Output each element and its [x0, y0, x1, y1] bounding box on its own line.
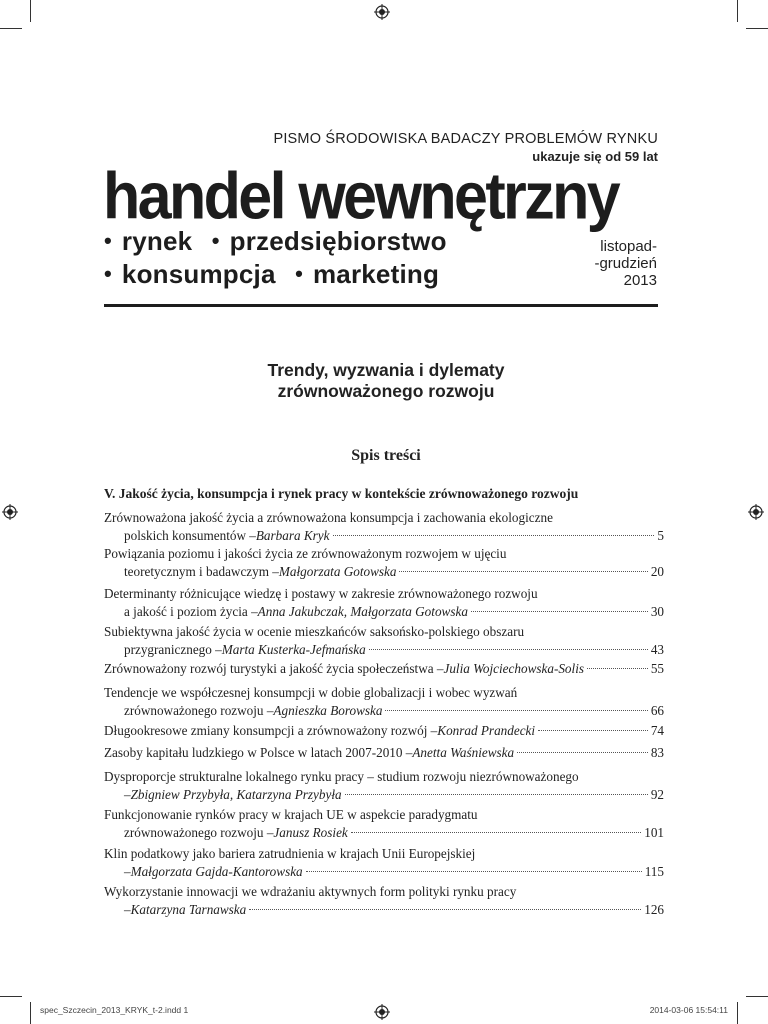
since-line: ukazuje się od 59 lat [532, 149, 658, 164]
toc-entry [104, 684, 664, 720]
entry-line [104, 527, 664, 545]
entry-line [104, 563, 664, 581]
entry-title-cont: Długookresowe zmiany konsumpcji a zrównoważony rozwój – [104, 723, 438, 738]
entry-line [104, 702, 664, 720]
toc-entry [104, 623, 664, 659]
entry-title: Zrównoważona jakość życia a zrównoważona konsumpcja i zachowania ekologiczne [104, 510, 553, 525]
entry-page: 43 [650, 642, 664, 657]
entry-author: Janusz Rosiek [273, 825, 348, 840]
entry-title-cont: teoretycznym i badawczym – [124, 564, 279, 579]
toc-entry [104, 585, 664, 621]
entry-line [104, 786, 664, 804]
entry-title: Tendencje we współczesnej konsumpcji w dobie globalizacji i wobec wyzwań [104, 685, 518, 700]
entry-title-cont: Zrównoważony rozwój turystyki a jakość życia społeczeństwa – [104, 661, 444, 676]
entry-title-cont: Zasoby kapitału ludzkiego w Polsce w latach 2007-2010 – [104, 745, 413, 760]
entry-title-cont: przygranicznego – [124, 642, 222, 657]
dot-leader [471, 611, 648, 612]
toc-heading: Spis treści [351, 447, 421, 464]
publisher-line: PISMO ŚRODOWISKA BADACZY PROBLEMÓW RYNKU [273, 131, 658, 147]
entry-page: 66 [650, 703, 664, 718]
toc-entry [104, 722, 664, 740]
dot-leader [538, 730, 648, 731]
entry-author: Julia Wojciechowska-Solis [443, 661, 584, 676]
bullet-icon: • [211, 228, 220, 253]
issue-date-line: -grudzień [594, 255, 657, 272]
entry-author: Katarzyna Tarnawska [130, 902, 247, 917]
entry-author: Agnieszka Borowska [273, 703, 383, 718]
entry-page: 92 [650, 787, 664, 802]
topic-row [104, 226, 447, 257]
dot-leader [517, 752, 648, 753]
dot-leader [345, 794, 648, 795]
registration-mark-icon [374, 4, 390, 20]
journal-title: handel wewnętrzny [103, 159, 619, 233]
dot-leader [399, 571, 647, 572]
entry-author: Małgorzata Gajda-Kantorowska [130, 864, 303, 879]
entry-author: Marta Kusterka-Jefmańska [221, 642, 366, 657]
footer-filename: spec_Szczecin_2013_KRYK_t-2.indd 1 [40, 1005, 189, 1015]
entry-title-cont: zrównoważonego rozwoju – [124, 825, 274, 840]
registration-mark-icon [374, 1004, 390, 1020]
masthead-rule [104, 304, 658, 307]
bullet-icon: • [104, 261, 112, 286]
registration-mark-icon [2, 504, 18, 520]
entry-page: 115 [644, 864, 664, 879]
entry-title: Wykorzystanie innowacji we wdrażaniu aktywnych form polityki rynku pracy [104, 884, 517, 899]
entry-author: Barbara Kryk [255, 528, 330, 543]
dot-leader [333, 535, 655, 536]
entry-title-cont: – [124, 864, 131, 879]
dot-leader [587, 668, 648, 669]
issue-title-line: zrównoważonego rozwoju [277, 381, 495, 401]
entry-title-cont: – [124, 787, 131, 802]
toc-entry [104, 744, 664, 762]
crop-mark [746, 28, 768, 29]
entry-author: Konrad Prandecki [437, 723, 536, 738]
entry-title-cont: – [124, 902, 131, 917]
entry-line [104, 641, 664, 659]
toc-entry [104, 660, 664, 678]
crop-mark [746, 996, 768, 997]
toc-entry [104, 545, 664, 581]
entry-title-cont: polskich konsumentów – [124, 528, 256, 543]
issue-date-line: listopad- [600, 238, 657, 255]
bullet-icon: • [104, 228, 112, 253]
entry-title: Powiązania poziomu i jakości życia ze zrównoważonym rozwojem w ujęciu [104, 546, 507, 561]
entry-line [104, 722, 664, 740]
bullet-icon: • [295, 261, 303, 286]
entry-title: Klin podatkowy jako bariera zatrudnienia w krajach Unii Europejskiej [104, 846, 476, 861]
entry-page: 30 [650, 604, 664, 619]
entry-title-cont: zrównoważonego rozwoju – [124, 703, 274, 718]
crop-mark [0, 996, 22, 997]
entry-line [104, 863, 664, 881]
issue-title [104, 360, 668, 402]
entry-page: 101 [644, 825, 664, 840]
entry-page: 126 [644, 902, 664, 917]
topic: przedsiębiorstwo [229, 226, 447, 256]
entry-title: Dysproporcje strukturalne lokalnego rynku pracy – studium rozwoju niezrównoważonego [104, 769, 579, 784]
entry-author: Anetta Waśniewska [412, 745, 515, 760]
dot-leader [351, 832, 641, 833]
entry-author: Zbigniew Przybyła, Katarzyna Przybyła [130, 787, 342, 802]
entry-line [104, 603, 664, 621]
topic: marketing [312, 259, 440, 289]
crop-mark [30, 0, 31, 22]
dot-leader [306, 871, 642, 872]
crop-mark [737, 1002, 738, 1024]
entry-title: Funkcjonowanie rynków pracy w krajach UE w aspekcie paradygmatu [104, 807, 478, 822]
dot-leader [369, 649, 648, 650]
entry-title: Determinanty różnicujące wiedzę i postawy w zakresie zrównoważonego rozwoju [104, 586, 538, 601]
entry-line [104, 744, 664, 762]
entry-page: 83 [650, 745, 664, 760]
toc-entry [104, 768, 664, 804]
toc-entry [104, 883, 664, 919]
issue-date [594, 238, 657, 289]
entry-line [104, 660, 664, 678]
issue-title-line: Trendy, wyzwania i dylematy [267, 360, 505, 380]
crop-mark [737, 0, 738, 22]
dot-leader [385, 710, 647, 711]
entry-line [104, 901, 664, 919]
entry-author: Małgorzata Gotowska [278, 564, 397, 579]
topic-row [104, 259, 439, 290]
entry-line [104, 824, 664, 842]
crop-mark [0, 28, 22, 29]
registration-mark-icon [748, 504, 764, 520]
crop-mark [30, 1002, 31, 1024]
topic: rynek [121, 226, 193, 256]
entry-page: 5 [657, 528, 664, 543]
entry-title-cont: a jakość i poziom życia – [124, 604, 258, 619]
topic: konsumpcja [121, 259, 276, 289]
footer-timestamp: 2014-03-06 15:54:11 [649, 1005, 728, 1015]
entry-author: Anna Jakubczak, Małgorzata Gotowska [257, 604, 468, 619]
toc-entry [104, 845, 664, 881]
entry-title: Subiektywna jakość życia w ocenie mieszkańców saksońsko-polskiego obszaru [104, 624, 525, 639]
section-heading: V. Jakość życia, konsumpcja i rynek pracy w kontekście zrównoważonego rozwoju [104, 486, 579, 501]
entry-page: 74 [650, 723, 664, 738]
issue-date-line: 2013 [623, 272, 657, 289]
entry-page: 55 [650, 661, 664, 676]
toc-entry [104, 509, 664, 545]
dot-leader [249, 909, 641, 910]
toc-entry [104, 806, 664, 842]
entry-page: 20 [650, 564, 664, 579]
